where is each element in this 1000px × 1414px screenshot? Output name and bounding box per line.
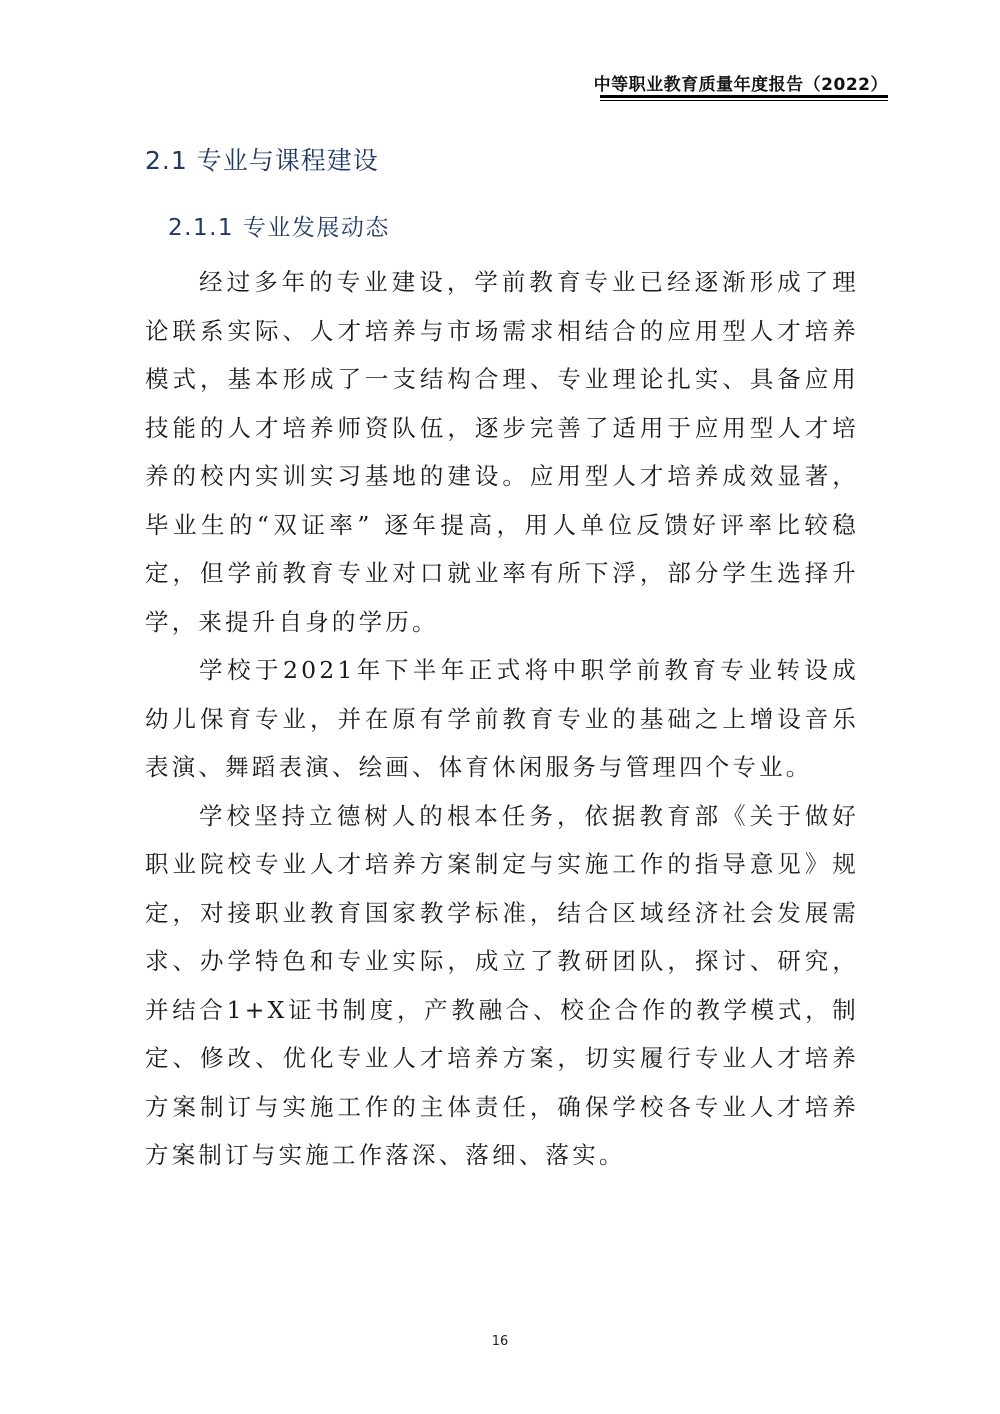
page-number: 16 [491,1334,509,1349]
paragraph: 学校于2021年下半年正式将中职学前教育专业转设成幼儿保育专业，并在原有学前教育专业的基础之上增设音乐表演、舞蹈表演、绘画、体育休闲服务与管理四个专业。 [145,656,859,781]
header-rule-thin [600,100,888,101]
subsection-heading: 2.1.1 专业发展动态 [168,215,390,241]
paragraph: 学校坚持立德树人的根本任务，依据教育部《关于做好职业院校专业人才培养方案制定与实施工作的指导意见》规定，对接职业教育国家教学标准，结合区域经济社会发展需求、办学特色和专业实际，成立了教研团队，探讨、研究，并结合1+X证书制度，产教融合、校企合作的教学模式，制定、修改、优化专业人才培养方案，切实履行专业人才培养方案制订与实施工作的主体责任，确保学校各专业人才培养方案制订与实施工作落深、落细、落实。 [145,801,859,1169]
running-header: 中等职业教育质量年度报告（2022） [593,75,888,95]
section-heading: 2.1 专业与课程建设 [145,146,379,175]
paragraph: 经过多年的专业建设，学前教育专业已经逐渐形成了理论联系实际、人才培养与市场需求相结合的应用型人才培养模式，基本形成了一支结构合理、专业理论扎实、具备应用技能的人才培养师资队伍，逐步完善了适用于应用型人才培养的校内实训实习基地的建设。应用型人才培养成效显著，毕业生的“双证率” 逐年提高，用人单位反馈好评率比较稳定，但学前教育专业对口就业率有所下浮，部分学生选择升学，来提升自身的学历。 [145,268,859,636]
header-rule-thick [600,95,888,98]
body-text [145,258,859,1180]
